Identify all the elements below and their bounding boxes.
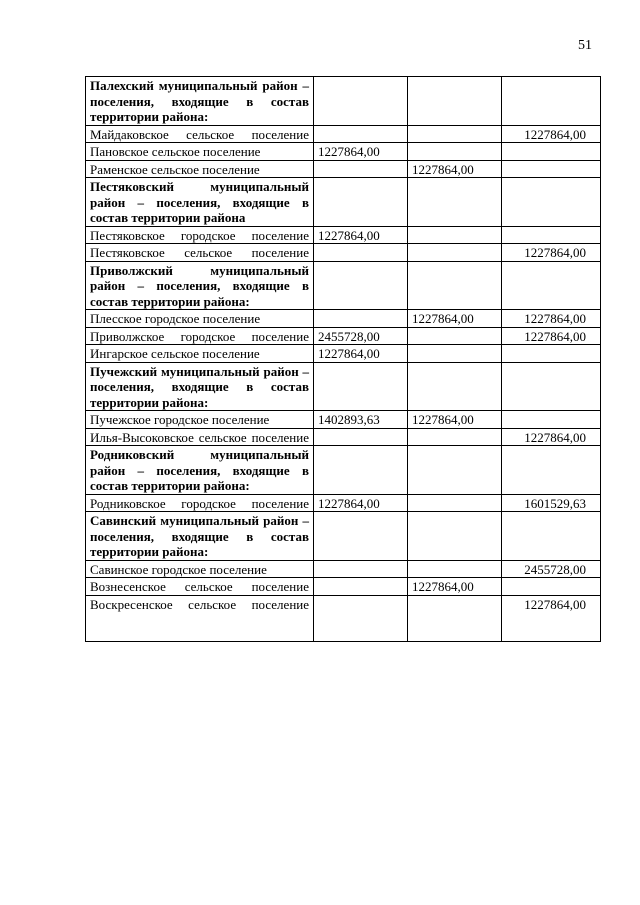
cell-col-2 bbox=[408, 244, 502, 262]
table-row bbox=[86, 560, 601, 578]
row-name: Палехский муниципальный район – поселения, входящие в состав территории района: bbox=[86, 77, 314, 126]
cell-col-1 bbox=[314, 77, 408, 126]
table-row bbox=[86, 143, 601, 161]
cell-col-3 bbox=[502, 411, 601, 429]
cell-col-3: 2455728,00 bbox=[502, 560, 601, 578]
row-name: Приволжский муниципальный район – поселения, входящие в состав территории района: bbox=[86, 261, 314, 310]
row-name: Пестяковский муниципальный район – поселения, входящие в состав территории района bbox=[86, 178, 314, 227]
row-name: Вознесенское сельское поселение bbox=[86, 578, 314, 596]
cell-col-2 bbox=[408, 143, 502, 161]
table-row bbox=[86, 595, 601, 641]
table-row-district-puchezh bbox=[86, 362, 601, 411]
table-row bbox=[86, 160, 601, 178]
cell-col-3: 1227864,00 bbox=[502, 327, 601, 345]
cell-col-2 bbox=[408, 345, 502, 363]
row-name: Пучежское городское поселение bbox=[86, 411, 314, 429]
cell-col-3 bbox=[502, 178, 601, 227]
cell-col-1 bbox=[314, 178, 408, 227]
table-body bbox=[86, 77, 601, 642]
cell-col-1: 1227864,00 bbox=[314, 143, 408, 161]
page-number: 51 bbox=[578, 38, 592, 53]
cell-col-2 bbox=[408, 327, 502, 345]
table-row-district-savino bbox=[86, 512, 601, 561]
subsidy-distribution-table bbox=[85, 76, 601, 642]
cell-col-3 bbox=[502, 77, 601, 126]
table-row bbox=[86, 428, 601, 446]
cell-col-2 bbox=[408, 261, 502, 310]
table-row-district-palekh bbox=[86, 77, 601, 126]
row-name: Ингарское сельское поселение bbox=[86, 345, 314, 363]
row-name: Пановское сельское поселение bbox=[86, 143, 314, 161]
cell-col-1 bbox=[314, 244, 408, 262]
cell-col-3 bbox=[502, 261, 601, 310]
cell-col-1 bbox=[314, 595, 408, 641]
cell-col-2 bbox=[408, 178, 502, 227]
cell-col-1 bbox=[314, 428, 408, 446]
cell-col-1 bbox=[314, 125, 408, 143]
table-row bbox=[86, 411, 601, 429]
cell-col-1 bbox=[314, 160, 408, 178]
cell-col-1 bbox=[314, 261, 408, 310]
cell-col-3: 1227864,00 bbox=[502, 595, 601, 641]
row-name: Плесское городское поселение bbox=[86, 310, 314, 328]
cell-col-2 bbox=[408, 362, 502, 411]
cell-col-2 bbox=[408, 226, 502, 244]
cell-col-1 bbox=[314, 578, 408, 596]
cell-col-2 bbox=[408, 560, 502, 578]
cell-col-1: 1227864,00 bbox=[314, 494, 408, 512]
cell-col-2: 1227864,00 bbox=[408, 411, 502, 429]
cell-col-1 bbox=[314, 362, 408, 411]
table-row-district-rodniki bbox=[86, 446, 601, 495]
cell-col-3 bbox=[502, 578, 601, 596]
row-name bbox=[86, 125, 314, 143]
row-name: Пестяковское городское поселение bbox=[86, 226, 314, 244]
table-row bbox=[86, 226, 601, 244]
table-row bbox=[86, 327, 601, 345]
cell-col-3: 1601529,63 bbox=[502, 494, 601, 512]
table-row bbox=[86, 310, 601, 328]
cell-col-3 bbox=[502, 143, 601, 161]
table-row-district-privolzhsk bbox=[86, 261, 601, 310]
cell-col-2: 1227864,00 bbox=[408, 310, 502, 328]
cell-col-3: 1227864,00 bbox=[502, 244, 601, 262]
cell-col-3 bbox=[502, 512, 601, 561]
cell-col-1 bbox=[314, 446, 408, 495]
cell-col-2 bbox=[408, 595, 502, 641]
cell-col-3 bbox=[502, 362, 601, 411]
row-name-text: Майдаковское сельское поселение bbox=[90, 126, 309, 142]
row-name: Воскресенское сельское поселение bbox=[86, 595, 314, 641]
row-name: Пучежский муниципальный район – поселения, входящие в состав территории района: bbox=[86, 362, 314, 411]
row-name: Пестяковское сельское поселение bbox=[86, 244, 314, 262]
cell-col-3: 1227864,00 bbox=[502, 125, 601, 143]
table-row bbox=[86, 345, 601, 363]
table-row-district-pestyaki bbox=[86, 178, 601, 227]
row-name: Родниковское городское поселение bbox=[86, 494, 314, 512]
table-row bbox=[86, 125, 601, 143]
cell-col-3 bbox=[502, 446, 601, 495]
cell-col-2 bbox=[408, 446, 502, 495]
row-name: Илья-Высоковское сельское поселение bbox=[86, 428, 314, 446]
table-row bbox=[86, 494, 601, 512]
cell-col-3: 1227864,00 bbox=[502, 428, 601, 446]
row-name: Савинский муниципальный район – поселения, входящие в состав территории района: bbox=[86, 512, 314, 561]
cell-col-3: 1227864,00 bbox=[502, 310, 601, 328]
cell-col-2 bbox=[408, 428, 502, 446]
cell-col-1: 1227864,00 bbox=[314, 345, 408, 363]
cell-col-1 bbox=[314, 560, 408, 578]
cell-col-3 bbox=[502, 160, 601, 178]
cell-col-1: 1402893,63 bbox=[314, 411, 408, 429]
cell-col-2 bbox=[408, 494, 502, 512]
cell-col-3 bbox=[502, 226, 601, 244]
cell-col-2 bbox=[408, 77, 502, 126]
cell-col-2: 1227864,00 bbox=[408, 578, 502, 596]
row-name: Приволжское городское поселение bbox=[86, 327, 314, 345]
cell-col-2: 1227864,00 bbox=[408, 160, 502, 178]
table-row bbox=[86, 244, 601, 262]
row-name: Родниковский муниципальный район – поселения, входящие в состав территории района: bbox=[86, 446, 314, 495]
row-name: Раменское сельское поселение bbox=[86, 160, 314, 178]
cell-col-3 bbox=[502, 345, 601, 363]
cell-col-2 bbox=[408, 512, 502, 561]
cell-col-1 bbox=[314, 310, 408, 328]
cell-col-1: 1227864,00 bbox=[314, 226, 408, 244]
cell-col-1: 2455728,00 bbox=[314, 327, 408, 345]
row-name: Савинское городское поселение bbox=[86, 560, 314, 578]
table-row bbox=[86, 578, 601, 596]
cell-col-2 bbox=[408, 125, 502, 143]
cell-col-1 bbox=[314, 512, 408, 561]
